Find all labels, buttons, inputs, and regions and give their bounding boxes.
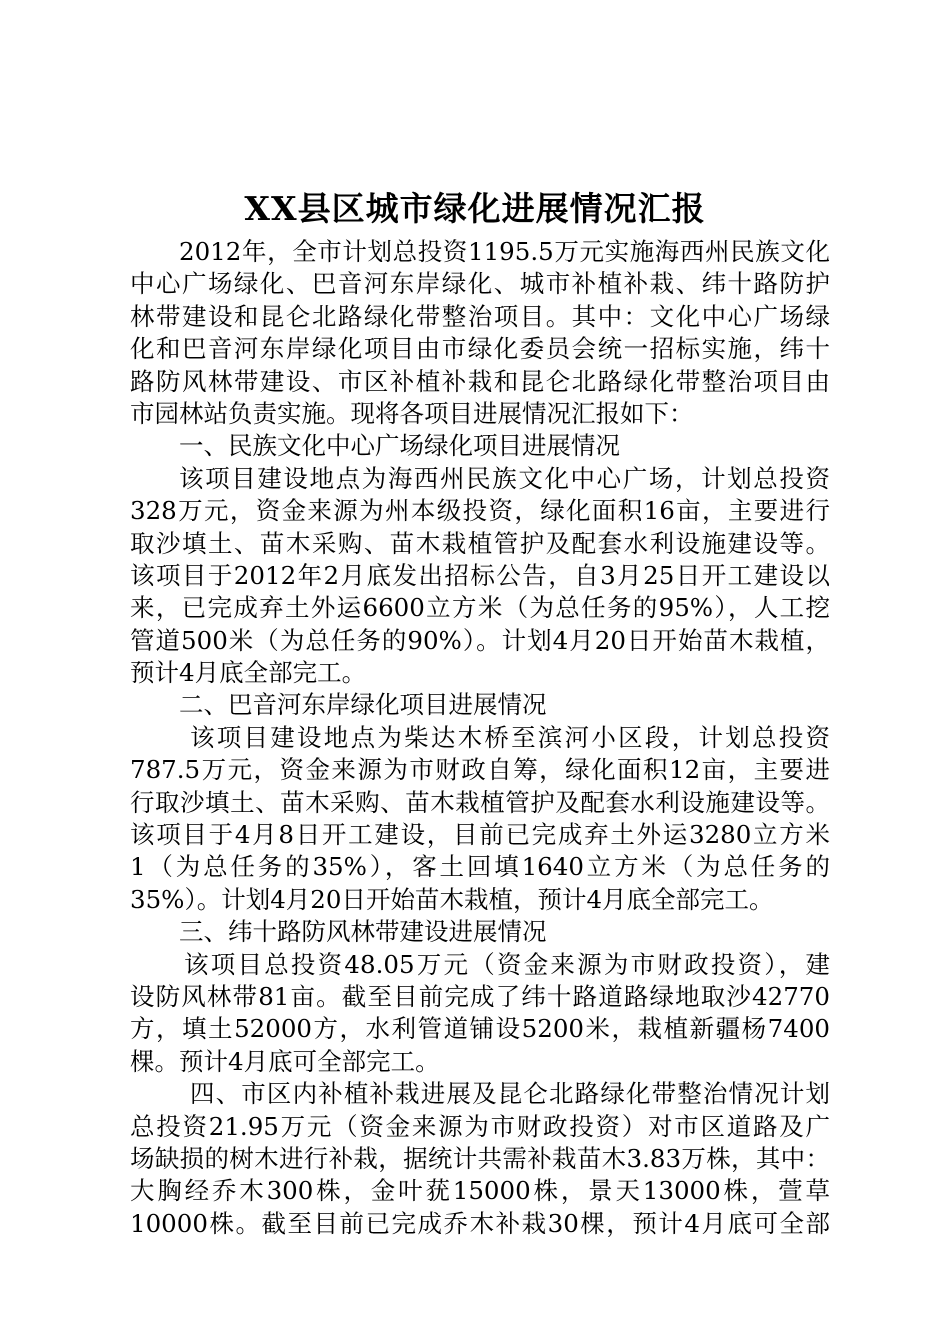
paragraph-intro-line: 化和巴音河东岸绿化项目由市绿化委员会统一招标实施，纬十 [130, 334, 830, 364]
paragraph-intro-line: 林带建设和昆仑北路绿化带整治项目。其中：文化中心广场绿 [130, 301, 830, 331]
section-1-line: 管道500米（为总任务的90%）。计划4月20日开始苗木栽植， [130, 625, 830, 655]
section-4-line: 场缺损的树木进行补栽，据统计共需补栽苗木3.83万株，其中： [130, 1143, 830, 1173]
paragraph-intro-line: 市园林站负责实施。现将各项目进展情况汇报如下： [130, 398, 694, 428]
section-2-line: 35%）。计划4月20日开始苗木栽植，预计4月底全部完工。 [130, 884, 774, 914]
section-3-line: 该项目总投资48.05万元（资金来源为市财政投资），建 [184, 949, 830, 979]
document-title: XX县区城市绿化进展情况汇报 [244, 189, 706, 228]
section-2-line: 该项目建设地点为柴达木桥至滨河小区段，计划总投资 [190, 722, 830, 752]
section-1-line: 预计4月底全部完工。 [130, 658, 367, 688]
paragraph-intro-line: 路防风林带建设、市区补植补栽和昆仑北路绿化带整治项目由 [130, 366, 830, 396]
section-heading-3: 三、纬十路防风林带建设进展情况 [179, 917, 547, 947]
section-2-line: 787.5万元，资金来源为市财政自筹，绿化面积12亩，主要进 [130, 755, 830, 785]
section-4-line: 10000株。截至目前已完成乔木补栽30棵，预计4月底可全部 [130, 1208, 830, 1238]
section-1-line: 该项目建设地点为海西州民族文化中心广场，计划总投资 [179, 463, 830, 493]
paragraph-intro-line: 2012年，全市计划总投资1195.5万元实施海西州民族文化 [179, 237, 830, 266]
section-2-line: 该项目于4月8日开工建设，目前已完成弃土外运3280立方米 [130, 820, 830, 850]
section-2-line: 1（为总任务的35%），客土回填1640立方米（为总任务的 [130, 852, 830, 882]
section-4-line: 大胸经乔木300株，金叶莸15000株，景天13000株，萱草 [130, 1176, 830, 1206]
section-4-line: 总投资21.95万元（资金来源为市财政投资）对市区道路及广 [130, 1111, 830, 1141]
section-3-line: 棵。预计4月底可全部完工。 [130, 1046, 440, 1076]
section-3-line: 方，填土52000方，水利管道铺设5200米，栽植新疆杨7400 [130, 1014, 830, 1044]
section-1-line: 328万元，资金来源为州本级投资，绿化面积16亩，主要进行 [130, 496, 830, 526]
document-body [130, 236, 830, 1240]
section-1-line: 该项目于2012年2月底发出招标公告，自3月25日开工建设以 [130, 560, 830, 590]
section-1-line: 来，已完成弃土外运6600立方米（为总任务的95%），人工挖 [130, 593, 830, 623]
section-heading-1: 一、民族文化中心广场绿化项目进展情况 [179, 431, 620, 461]
section-heading-4: 四、市区内补植补栽进展及昆仑北路绿化带整治情况计划 [190, 1079, 830, 1109]
section-3-line: 设防风林带81亩。截至目前完成了纬十路道路绿地取沙42770 [130, 981, 830, 1011]
section-1-line: 取沙填土、苗木采购、苗木栽植管护及配套水利设施建设等。 [130, 528, 830, 558]
section-heading-2: 二、巴音河东岸绿化项目进展情况 [179, 690, 547, 720]
section-2-line: 行取沙填土、苗木采购、苗木栽植管护及配套水利设施建设等。 [130, 787, 830, 817]
paragraph-intro-line: 中心广场绿化、巴音河东岸绿化、城市补植补栽、纬十路防护 [130, 269, 830, 299]
